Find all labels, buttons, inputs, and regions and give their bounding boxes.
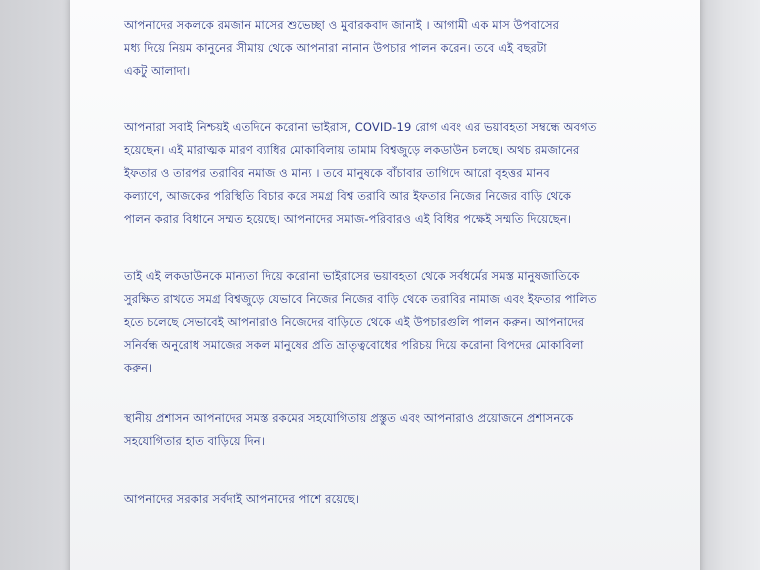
text-line: তাই এই লকডাউনকে মান্যতা দিয়ে করোনা ভাইরাসের ভয়াবহতা থেকে সর্বধর্মের সমস্ত মানুষজাতিকে xyxy=(124,269,580,283)
text-line: করুন। xyxy=(124,361,153,375)
paragraph-covid xyxy=(124,116,684,231)
text-line: আপনাদের সকলকে রমজান মাসের শুভেচ্ছা ও মুবারকবাদ জানাই । আগামী এক মাস উপবাসের xyxy=(124,18,560,32)
paragraph-lockdown xyxy=(124,265,684,380)
text-line: হতে চলেছে সেভাবেই আপনারাও নিজেদের বাড়িতে থেকে এই উপচারগুলি পালন করুন। আপনাদের xyxy=(124,315,585,329)
text-line: কল্যাণে, আজকের পরিস্থিতি বিচার করে সমগ্র বিশ্ব তরাবি আর ইফতার নিজের নিজের বাড়ি থেকে xyxy=(124,189,571,203)
text-line: পালন করার বিধানে সম্মত হয়েছে। আপনাদের সমাজ-পরিবারও এই বিধির পক্ষেই সম্মতি দিয়েছেন। xyxy=(124,212,572,226)
paragraph-administration xyxy=(124,407,684,453)
text-line: একটু আলাদা। xyxy=(124,64,191,78)
text-line: মধ্য দিয়ে নিয়ম কানুনের সীমায় থেকে আপনারা নানান উপচার পালন করেন। তবে এই বছরটা xyxy=(124,41,547,55)
background-surface xyxy=(700,0,760,570)
paragraph-closing xyxy=(124,488,684,511)
text-line: আপনাদের সরকার সর্বদাই আপনাদের পাশে রয়েছে। xyxy=(124,492,359,506)
text-line: সনির্বন্ধ অনুরোধ সমাজের সকল মানুষের প্রতি ভ্রাতৃত্ববোধের পরিচয় দিয়ে করোনা বিপদের মোকাবিলা xyxy=(124,338,584,352)
text-line: সুরক্ষিত রাখতে সমগ্র বিশ্বজুড়ে যেভাবে নিজের নিজের বাড়ি থেকে তরাবির নামাজ এবং ইফতার পালিত xyxy=(124,292,597,306)
text-line: ইফতার ও তারপর তরাবির নমাজ ও মান্য । তবে মানুষকে বাঁচাবার তাগিদে আরো বৃহত্তর মানব xyxy=(124,166,550,180)
paragraph-greeting xyxy=(124,14,684,83)
text-line: সহযোগিতার হাত বাড়িয়ে দিন। xyxy=(124,434,265,448)
text-line: স্থানীয় প্রশাসন আপনাদের সমস্ত রকমের সহযোগিতায় প্রস্তুত এবং আপনারাও প্রয়োজনে প্রশাসনকে xyxy=(124,411,574,425)
text-line: আপনারা সবাই নিশ্চয়ই এতদিনে করোনা ভাইরাস, COVID-19 রোগ এবং এর ভয়াবহতা সম্বন্ধে অবগত xyxy=(124,120,597,134)
text-line: হয়েছেন। এই মারাত্মক মারণ ব্যাধির মোকাবিলায় তামাম বিশ্বজুড়ে লকডাউন চলছে। অথচ রমজানের xyxy=(124,143,580,157)
